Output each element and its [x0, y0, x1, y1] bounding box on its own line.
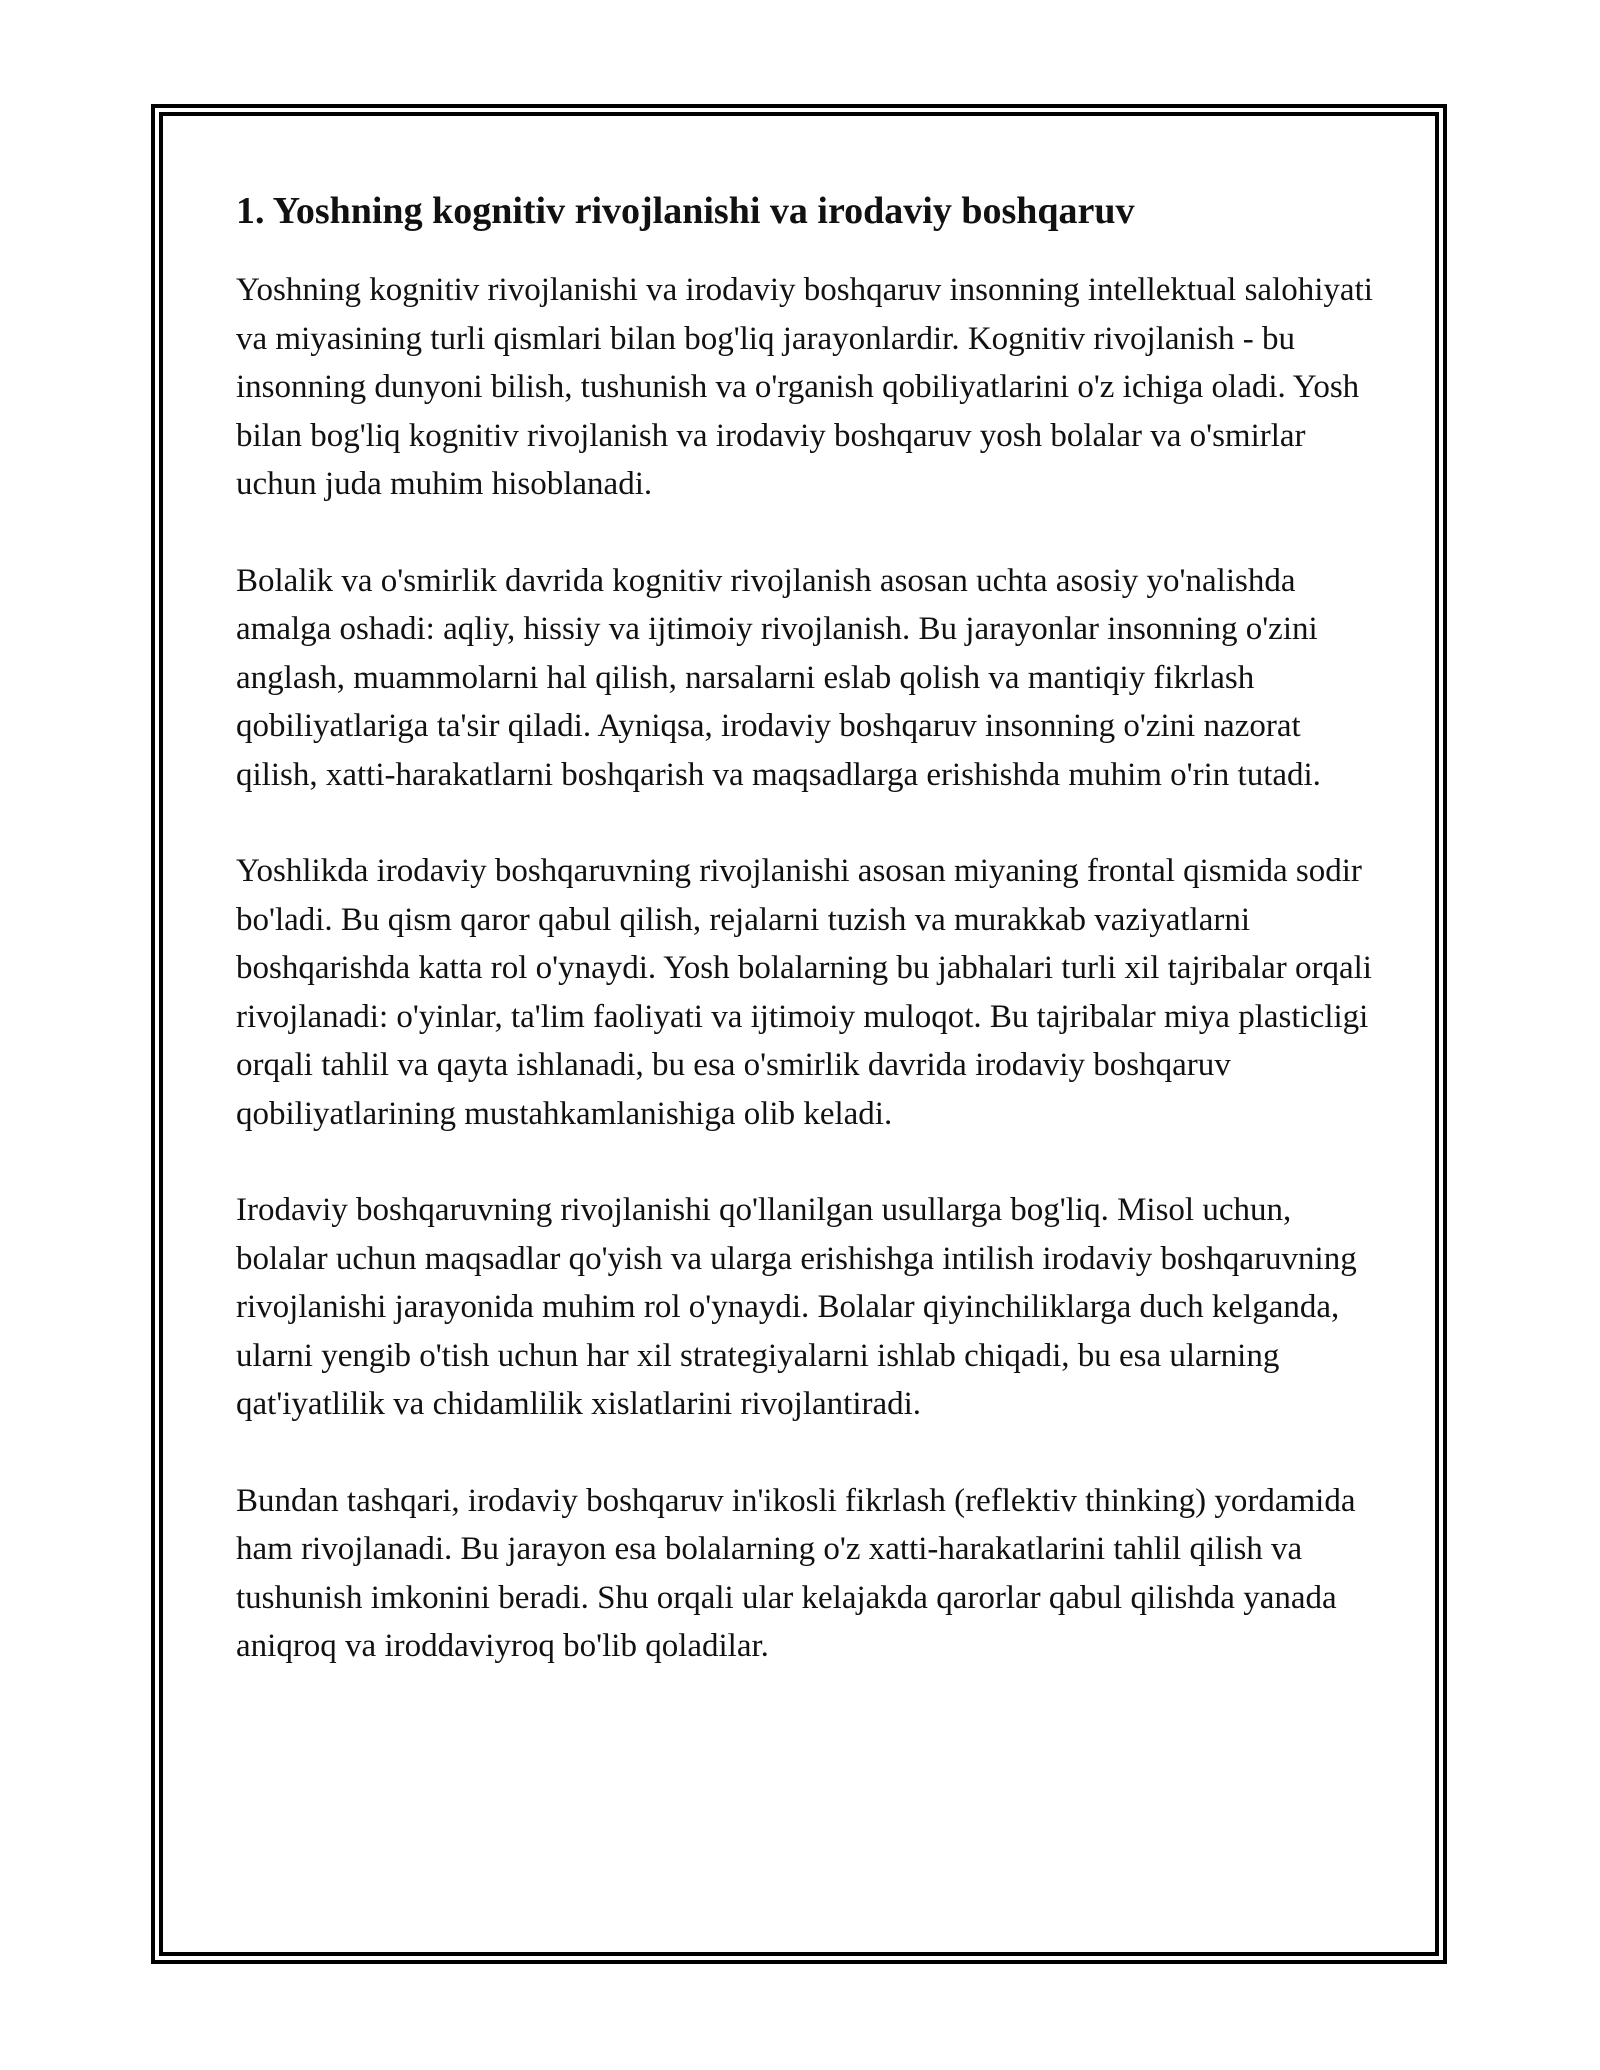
- paragraph-5: Bundan tashqari, irodaviy boshqaruv in'ikosli fikrlash (reflektiv thinking) yordamida ham rivojlanadi. Bu jarayon esa bolalarning o'z xatti-harakatlarini tahlil qilish va tushunish imkonini beradi. Shu orqali ular kelajakda qarorlar qabul qilishda yanada aniqroq va iroddaviyroq bo'lib qoladilar.: [236, 1482, 1356, 1664]
- paragraph-2: Bolalik va o'smirlik davrida kognitiv rivojlanish asosan uchta asosiy yo'nalishda amalga oshadi: aqliy, hissiy va ijtimoiy rivojlanish. Bu jarayonlar insonning o'zini anglash, muammolarni hal qilish, narsalarni eslab qolish va mantiqiy fikrlash qobiliyatlariga ta'sir qiladi. Ayniqsa, irodaviy boshqaruv insonning o'zini nazorat qilish, xatti-harakatlarni boshqarish va maqsadlarga erishishda muhim o'rin tutadi.: [236, 562, 1321, 793]
- document-body: [236, 186, 1376, 1719]
- paragraph-1: Yoshning kognitiv rivojlanishi va irodaviy boshqaruv insonning intellektual salohiyati va miyasining turli qismlari bilan bog'liq jarayonlardir. Kognitiv rivojlanish - bu insonning dunyoni bilish, tushunish va o'rganish qobiliyatlarini o'z ichiga oladi. Yosh bilan bog'liq kognitiv rivojlanish va irodaviy boshqaruv yosh bolalar va o'smirlar uchun juda muhim hisoblanadi.: [236, 272, 1373, 502]
- paragraph-3: Yoshlikda irodaviy boshqaruvning rivojlanishi asosan miyaning frontal qismida sodir bo'ladi. Bu qism qaror qabul qilish, rejalarni tuzish va murakkab vaziyatlarni boshqarishda katta rol o'ynaydi. Yosh bolalarning bu jabhalari turli xil tajribalar orqali rivojlanadi: o'yinlar, ta'lim faoliyati va ijtimoiy muloqot. Bu tajribalar miya plasticligi orqali tahlil va qayta ishlanadi, bu esa o'smirlik davrida irodaviy boshqaruv qobiliyatlarining mustahkamlanishiga olib keladi.: [236, 853, 1372, 1132]
- paragraph-4: Irodaviy boshqaruvning rivojlanishi qo'llanilgan usullarga bog'liq. Misol uchun, bolalar uchun maqsadlar qo'yish va ularga erishishga intilish irodaviy boshqaruvning rivojlanishi jarayonida muhim rol o'ynaydi. Bolalar qiyinchiliklarga duch kelganda, ularni yengib o'tish uchun har xil strategiyalarni ishlab chiqadi, bu esa ularning qat'iyatlilik va chidamlilik xislatlarini rivojlantiradi.: [236, 1192, 1357, 1422]
- section-title: 1. Yoshning kognitiv rivojlanishi va irodaviy boshqaruv: [236, 190, 1135, 232]
